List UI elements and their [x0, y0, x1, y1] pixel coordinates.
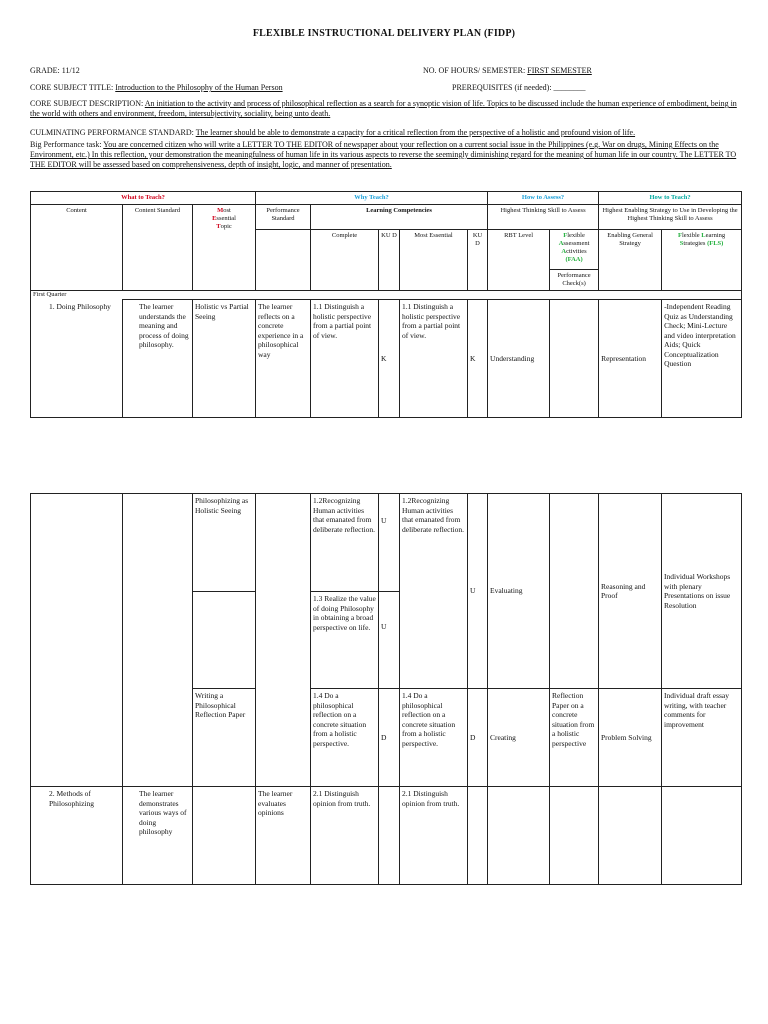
kud-cell: U: [468, 494, 488, 689]
fls-cell: [662, 787, 742, 885]
faa-header: Flexible Assessment Activities (FAA): [550, 230, 599, 270]
prereq-label: PREREQUISITES (if needed):: [452, 83, 552, 92]
grade-label: GRADE:: [30, 66, 60, 75]
performance-task-value: You are concerned citizen who will write a LETTER TO THE EDITOR of newspaper about your reflection on a current social issue in the Philippines (e.g. War on drugs, Mining Effects on the Environment, etc.) In this reflection, your demonstration the meaningfulness of human life in its various aspects to reverse the seemingly diminishing regard for the meaning of human life in our country. The LETTER TO THE EDITOR will be assessed based on comprehensiveness, depth of insight, logic, and manner of presentation.: [30, 140, 737, 169]
complete-header: Complete: [311, 230, 379, 291]
how-to-teach-header: How to Teach?: [599, 192, 742, 205]
faa-cell: [550, 494, 599, 689]
kud-cell: K: [468, 300, 488, 418]
prereq-line: [452, 83, 586, 93]
hours-value: FIRST SEMESTER: [527, 66, 592, 75]
fls-cell: Individual draft essay writing, with teacher comments for improvement: [662, 689, 742, 787]
grade-line: [30, 66, 80, 76]
grade-value: 11/12: [61, 66, 80, 75]
topic-cell: Philosophizing as Holistic Seeing: [193, 494, 256, 592]
fls-cell: -Independent Reading Quiz as Understanding Check; Mini-Lecture and video interpretation Aids; Quick Conceptualization Question: [662, 300, 742, 418]
performance-task-label: Big Performance task:: [30, 140, 102, 149]
description-line: [30, 99, 740, 119]
subject-line: [30, 83, 283, 93]
rbt-level-cell: [488, 787, 550, 885]
culminating-standard-label: CULMINATING PERFORMANCE STANDARD:: [30, 128, 194, 137]
kud-header-2: KU D: [468, 230, 488, 291]
complete-competency-cell: 1.4 Do a philosophical reflection on a concrete situation from a holistic perspective.: [311, 689, 379, 787]
complete-competency-cell: 1.2Recognizing Human activities that emanated from deliberate reflection.: [311, 494, 379, 592]
topic-cell: [193, 592, 256, 689]
kud-cell: K: [379, 300, 400, 418]
how-to-assess-header: How to Assess?: [488, 192, 599, 205]
enabling-strategy-cell: [599, 787, 662, 885]
content-cell: 2. Methods of Philosophizing: [31, 787, 123, 885]
table-row: [31, 787, 742, 885]
content-cell: 1. Doing Philosophy: [31, 300, 123, 418]
subject-value: Introduction to the Philosophy of the Human Person: [115, 83, 283, 92]
quarter-label: First Quarter: [31, 291, 742, 300]
content-standard-header: Content Standard: [123, 205, 193, 291]
highest-thinking-header: Highest Thinking Skill to Assess: [488, 205, 599, 230]
topic-cell: [193, 787, 256, 885]
faa-cell: [550, 300, 599, 418]
enabling-strategy-cell: Reasoning and Proof: [599, 494, 662, 689]
kud-cell: [468, 787, 488, 885]
kud-cell: U: [379, 494, 400, 592]
rbt-level-cell: Understanding: [488, 300, 550, 418]
faa-cell: [550, 787, 599, 885]
enabling-strategy-cell: Problem Solving: [599, 689, 662, 787]
prereq-value: ________: [553, 83, 586, 92]
most-essential-cell: 1.1 Distinguish a holistic perspective from a partial point of view.: [400, 300, 468, 418]
fidp-table-second: [30, 493, 742, 885]
content-header: Content: [31, 205, 123, 291]
faa-cell: Reflection Paper on a concrete situation from a holistic perspective: [550, 689, 599, 787]
complete-competency-cell: 2.1 Distinguish opinion from truth.: [311, 787, 379, 885]
kud-cell: D: [468, 689, 488, 787]
fls-cell: Individual Workshops with plenary Presentations on issue Resolution: [662, 494, 742, 689]
complete-competency-cell: 1.3 Realize the value of doing Philosophy in obtaining a broad perspective on life.: [311, 592, 379, 689]
content-standard-cell: [123, 494, 193, 787]
performance-standard-spacer: [256, 230, 311, 291]
topic-cell: Holistic vs Partial Seeing: [193, 300, 256, 418]
kud-cell: U: [379, 592, 400, 689]
enabling-strategy-cell: Representation: [599, 300, 662, 418]
fls-header: Flexible Learning Strategies (FLS): [662, 230, 742, 291]
most-essential-cell: 1.2Recognizing Human activities that emanated from deliberate reflection.: [400, 494, 468, 689]
subject-label: CORE SUBJECT TITLE:: [30, 83, 114, 92]
performance-standard-cell: The learner reflects on a concrete experience in a philosophical way: [256, 300, 311, 418]
performance-standard-cell: [256, 494, 311, 787]
rbt-level-cell: Creating: [488, 689, 550, 787]
most-essential-topic-header: Most Essential Topic: [193, 205, 256, 291]
table-row: [31, 494, 742, 592]
content-cell: [31, 494, 123, 787]
complete-competency-cell: 1.1 Distinguish a holistic perspective from a partial point of view.: [311, 300, 379, 418]
content-standard-cell: The learner understands the meaning and process of doing philosophy.: [123, 300, 193, 418]
fidp-table-first: [30, 191, 742, 418]
hours-label: NO. OF HOURS/ SEMESTER:: [423, 66, 526, 75]
performance-standard-cell: The learner evaluates opinions: [256, 787, 311, 885]
performance-checks-header: Performance Check(s): [550, 270, 599, 291]
performance-task-line: [30, 140, 742, 170]
performance-standard-header: Performance Standard: [256, 205, 311, 230]
why-teach-header: Why Teach?: [256, 192, 488, 205]
culminating-standard-value: The learner should be able to demonstrate a capacity for a critical reflection from the perspective of a holistic and profound vision of life.: [195, 128, 636, 137]
what-to-teach-header: What to Teach?: [31, 192, 256, 205]
most-essential-cell: 2.1 Distinguish opinion from truth.: [400, 787, 468, 885]
culminating-standard-line: [30, 128, 740, 138]
topic-cell: Writing a Philosophical Reflection Paper: [193, 689, 256, 787]
kud-header-1: KU D: [379, 230, 400, 291]
kud-cell: D: [379, 689, 400, 787]
learning-competencies-header: Learning Competencies: [311, 205, 488, 230]
description-label: CORE SUBJECT DESCRIPTION:: [30, 99, 144, 108]
table-row: [31, 300, 742, 418]
hours-line: [423, 66, 592, 76]
most-essential-cell: 1.4 Do a philosophical reflection on a concrete situation from a holistic perspective.: [400, 689, 468, 787]
highest-enabling-header: Highest Enabling Strategy to Use in Developing the Highest Thinking Skill to Assess: [599, 205, 742, 230]
most-essential-header: Most Essential: [400, 230, 468, 291]
page-title: FLEXIBLE INSTRUCTIONAL DELIVERY PLAN (FIDP): [252, 28, 516, 39]
kud-cell: [379, 787, 400, 885]
content-standard-cell: The learner demonstrates various ways of doing philosophy: [123, 787, 193, 885]
rbt-level-header: RBT Level: [488, 230, 550, 291]
rbt-level-cell: Evaluating: [488, 494, 550, 689]
description-value: An initiation to the activity and process of philosophical reflection as a search for a synoptic vision of life. Topics to be discussed include the human experience of embodiment, being in the world with others and environment, freedom, intersubjectivity, sociality, being unto death.: [30, 99, 737, 118]
enabling-general-header: Enabling General Strategy: [599, 230, 662, 291]
